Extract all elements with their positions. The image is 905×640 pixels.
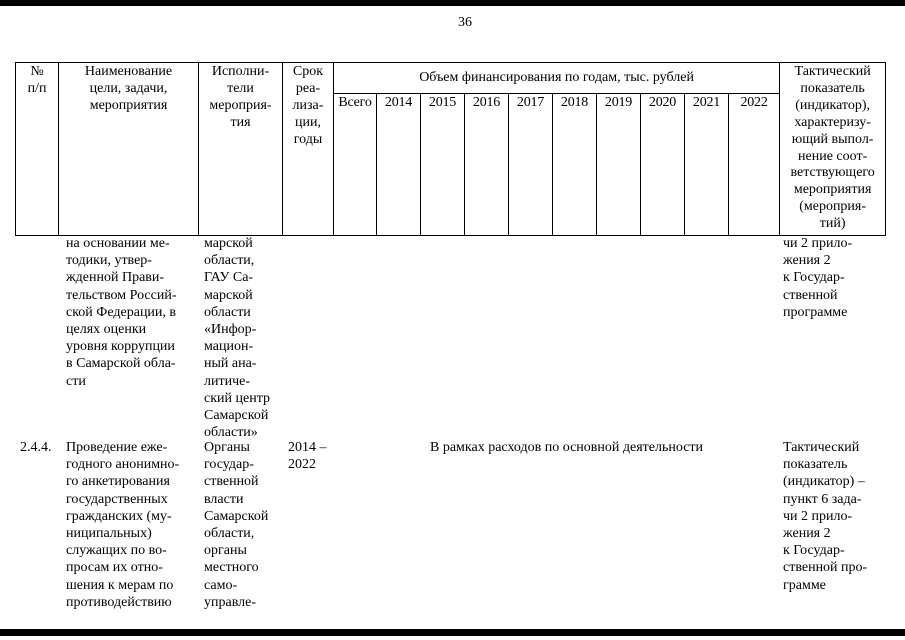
header-total-cell: Всего — [334, 94, 377, 236]
header-year-cell: 2014 — [377, 94, 421, 236]
header-year-cell: 2022 — [729, 94, 780, 236]
header-year-cell: 2020 — [641, 94, 685, 236]
header-indicator-cell: Тактический показатель (индикатор), характеризу- ющий выпол- нение соот- ветствующего мероприятия (мероприя- тий) — [780, 63, 886, 236]
header-year-cell: 2016 — [465, 94, 509, 236]
row-number-cell: 2.4.4. — [20, 440, 52, 455]
header-year-cell: 2018 — [553, 94, 597, 236]
table-header — [15, 62, 886, 236]
table-row — [0, 235, 905, 441]
row-executors-cell: Органы государ- ственной власти Самарской области, органы местного само- управле- — [204, 440, 269, 610]
header-year-cell: 2021 — [685, 94, 729, 236]
row-financing-note: В рамках расходов по основной деятельности — [430, 440, 704, 455]
row-term-cell: 2014 – 2022 — [288, 440, 327, 473]
header-number-cell: № п/п — [16, 63, 59, 236]
header-year-cell: 2019 — [597, 94, 641, 236]
header-year-cell: 2015 — [421, 94, 465, 236]
row-name-cell: на основании ме- тодики, утвер- жденной Прави- тельством Россий- ской Федерации, в целях оценки уровня коррупции в Самарской обла- сти — [66, 236, 177, 389]
bottom-border-bar — [0, 629, 905, 636]
header-term-cell: Срок реа- лиза- ции, годы — [283, 63, 334, 236]
row-name-cell: Проведение еже- годного анонимно- го анкетирования государственных гражданских (му- ниципальных) служащих по во- просам их отно- шения к мерам по противодействию — [66, 440, 180, 610]
table-row — [0, 439, 905, 624]
header-executors-cell: Исполни- тели мероприя- тия — [199, 63, 283, 236]
header-financing-cell: Объем финансирования по годам, тыс. рублей — [334, 63, 780, 94]
row-indicator-cell: Тактический показатель (индикатор) – пункт 6 зада- чи 2 прило- жения 2 к Государ- ственной про- грамме — [783, 440, 868, 593]
top-border-bar — [0, 0, 905, 6]
row-executors-cell: марской области, ГАУ Са- марской области «Инфор- мацион- ный ана- литиче- ский центр Самарской области» — [204, 236, 270, 441]
header-name-cell: Наименование цели, задачи, мероприятия — [59, 63, 199, 236]
header-year-cell: 2017 — [509, 94, 553, 236]
page-number: 36 — [458, 15, 472, 30]
row-indicator-cell: чи 2 прило- жения 2 к Государ- ственной программе — [783, 236, 853, 320]
